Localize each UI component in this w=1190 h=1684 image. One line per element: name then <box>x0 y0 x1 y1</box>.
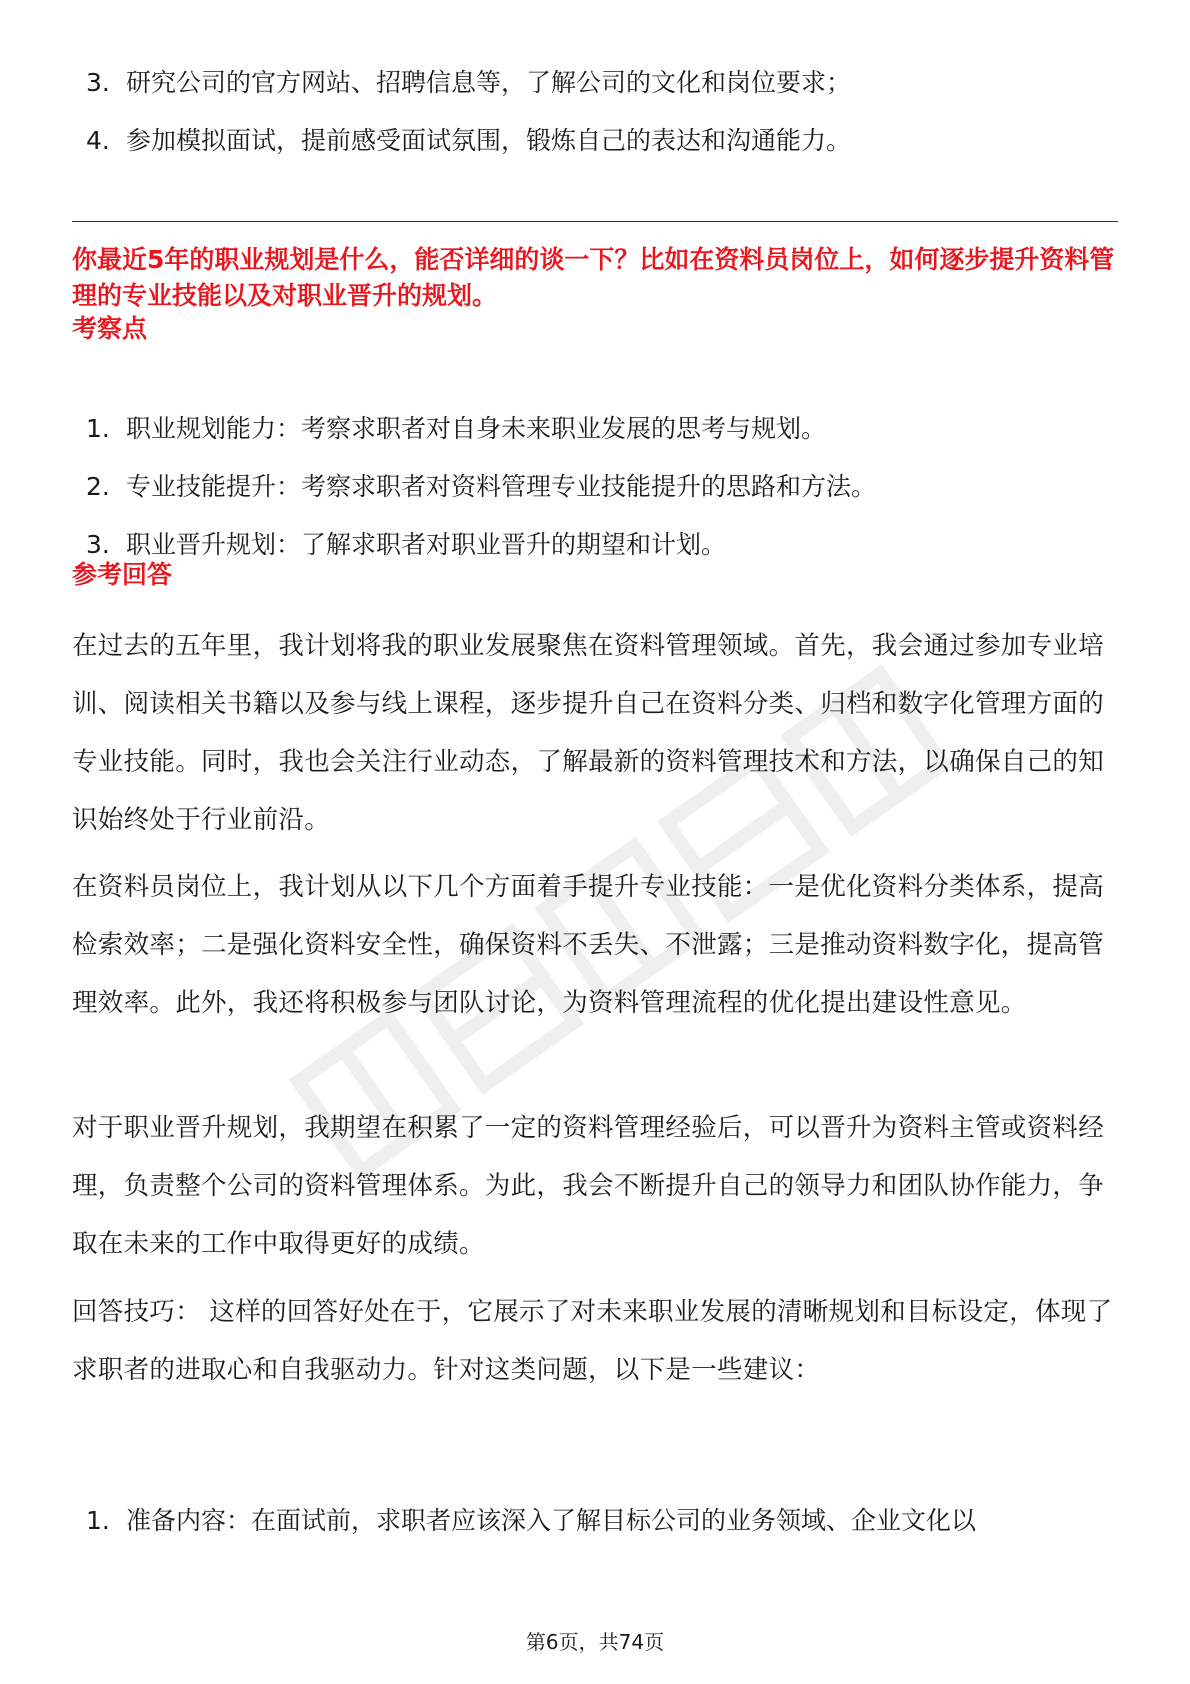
list-number: 2. <box>86 472 110 501</box>
list-text: 准备内容：在面试前，求职者应该深入了解目标公司的业务领域、企业文化以 <box>126 1506 977 1535</box>
answer-paragraph: 在过去的五年里，我计划将我的职业发展聚焦在资料管理领域。首先，我会通过参加专业培训、阅读相关书籍以及参与线上课程，逐步提升自己在资料分类、归档和数字化管理方面的专业技能。同时，我也会关注行业动态，了解最新的资料管理技术和方法，以确保自己的知识始终处于行业前沿。 <box>72 631 1105 835</box>
list-text: 专业技能提升：考察求职者对资料管理专业技能提升的思路和方法。 <box>126 472 877 501</box>
answer-tips-paragraph: 回答技巧： 这样的回答好处在于，它展示了对未来职业发展的清晰规划和目标设定，体现了求职者的进取心和自我驱动力。针对这类问题，以下是一些建议： <box>72 1297 1113 1385</box>
section-divider <box>72 221 1118 222</box>
points-heading: 考察点 <box>72 314 148 343</box>
list-item <box>72 1504 1118 1538</box>
list-item <box>72 66 1118 100</box>
list-number: 3. <box>86 530 110 559</box>
list-text: 职业晋升规划：了解求职者对职业晋升的期望和计划。 <box>126 530 727 559</box>
answer-paragraph: 在资料员岗位上，我计划从以下几个方面着手提升专业技能：一是优化资料分类体系，提高检索效率；二是强化资料安全性，确保资料不丢失、不泄露；三是推动资料数字化，提高管理效率。此外，我还将积极参与团队讨论，为资料管理流程的优化提出建设性意见。 <box>72 872 1105 1018</box>
list-text: 研究公司的官方网站、招聘信息等，了解公司的文化和岗位要求； <box>126 68 852 97</box>
list-item <box>72 124 1118 158</box>
list-number: 4. <box>86 126 110 155</box>
list-number: 3. <box>86 68 110 97</box>
tips-list <box>72 1504 1118 1538</box>
list-text: 参加模拟面试，提前感受面试氛围，锻炼自己的表达和沟通能力。 <box>126 126 852 155</box>
list-number: 1. <box>86 414 110 443</box>
list-text: 职业规划能力：考察求职者对自身未来职业发展的思考与规划。 <box>126 414 827 443</box>
preparation-list <box>72 66 1118 182</box>
evaluation-points-list <box>72 412 1118 586</box>
list-number: 1. <box>86 1506 110 1535</box>
list-item <box>72 470 1118 504</box>
answer-heading: 参考回答 <box>72 560 173 589</box>
list-item <box>72 412 1118 446</box>
answer-paragraph: 对于职业晋升规划，我期望在积累了一定的资料管理经验后，可以晋升为资料主管或资料经理，负责整个公司的资料管理体系。为此，我会不断提升自己的领导力和团队协作能力，争取在未来的工作中取得更好的成绩。 <box>72 1113 1105 1259</box>
list-item <box>72 528 1118 562</box>
interview-question: 你最近5年的职业规划是什么，能否详细的谈一下？比如在资料员岗位上，如何逐步提升资料管理的专业技能以及对职业晋升的规划。 <box>72 245 1115 310</box>
page-footer: 第6页，共74页 <box>525 1630 665 1654</box>
